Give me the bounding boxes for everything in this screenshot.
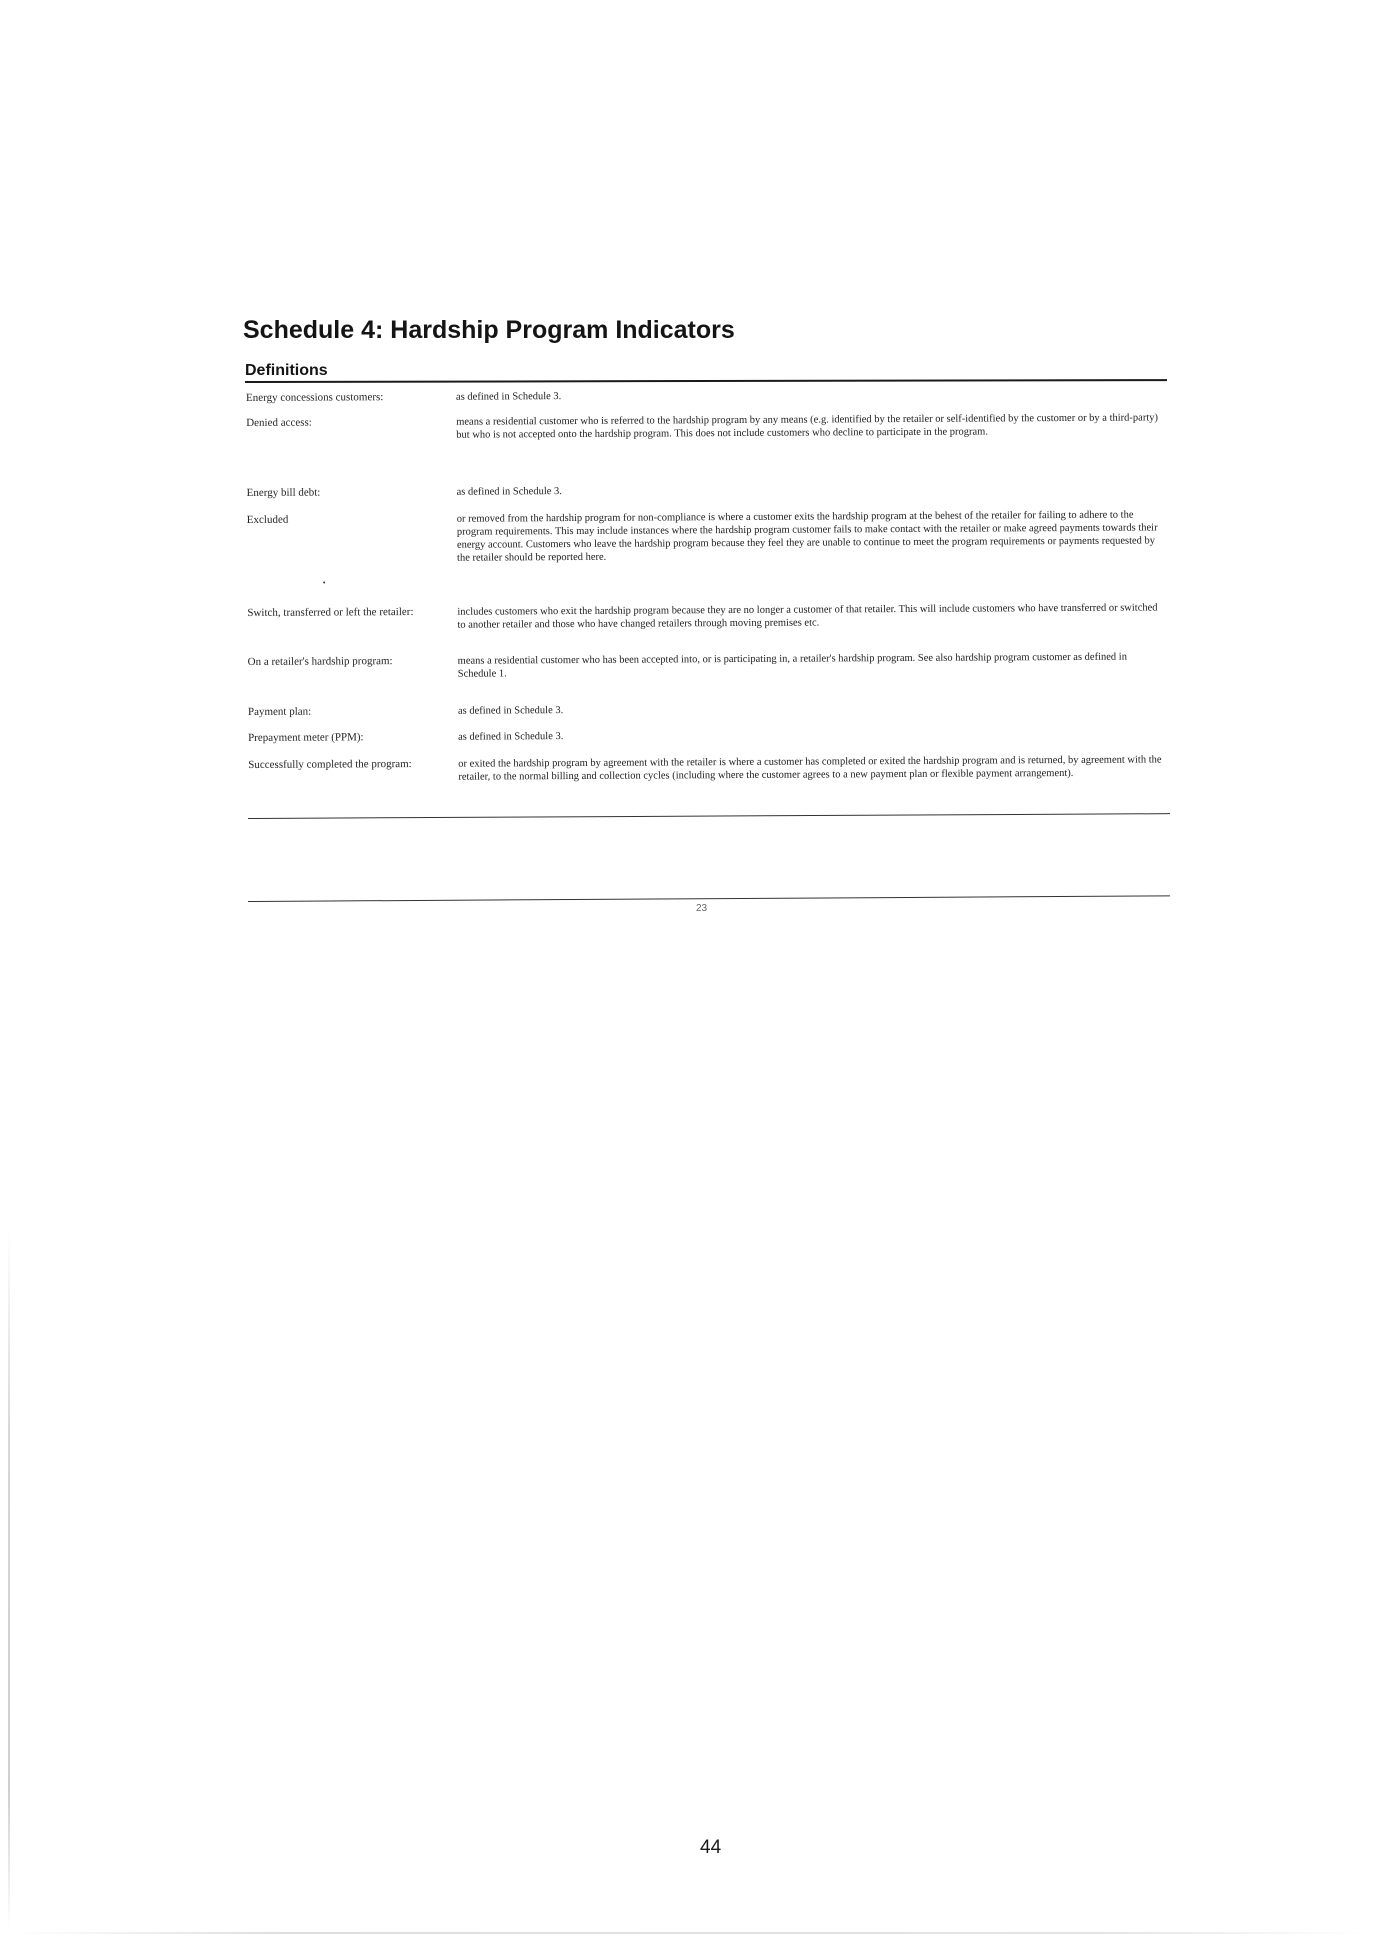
scan-edge-shadow [8, 1230, 10, 1930]
definition-term: On a retailer's hardship program: [247, 655, 393, 668]
definition-text: or exited the hardship program by agreement with the retailer is where a customer has completed or exited the hardship program and is returned, by agreement with the retailer, to the normal billing and collection cycles (including where the customer agrees to a new payment plan or flexible payment arrangement). [458, 754, 1162, 783]
definition-term: Prepayment meter (PPM): [248, 731, 364, 744]
page-title: Schedule 4: Hardship Program Indicators [243, 316, 735, 344]
section-heading: Definitions [245, 362, 328, 379]
definition-text: as defined in Schedule 3. [458, 731, 564, 743]
definition-text: includes customers who exit the hardship program because they are no longer a customer of that retailer. This will include customers who have transferred or switched to another retailer and those who have changed retailers through moving premises etc. [457, 602, 1158, 631]
definition-row [246, 508, 1167, 564]
scan-artifact [323, 582, 325, 584]
scan-edge-shadow [10, 1932, 1370, 1934]
definition-text: means a residential customer who has been accepted into, or is participating in, a retailer's hardship program. See also hardship program customer as defined in Schedule 1. [457, 651, 1127, 680]
definition-text: means a residential customer who is referred to the hardship program by any means (e.g. identified by the retailer or self-identified by the customer or by a third-party) but who is not accepted onto the hardship program. This does not include customers who decline to participate in the program. [456, 412, 1159, 441]
divider [245, 379, 1167, 383]
definition-row [246, 481, 1167, 499]
definition-text: as defined in Schedule 3. [456, 391, 562, 403]
definition-row [247, 650, 1168, 680]
definition-term: Excluded [246, 513, 289, 526]
definition-term: Energy concessions customers: [246, 391, 384, 404]
definition-term: Switch, transferred or left the retailer: [247, 605, 414, 619]
definition-row [247, 601, 1167, 631]
definition-text: as defined in Schedule 3. [456, 486, 562, 498]
definition-term: Denied access: [246, 416, 312, 429]
inner-page-number: 23 [696, 903, 708, 914]
definition-row [246, 386, 1166, 404]
definition-row [248, 726, 1168, 744]
divider [248, 813, 1170, 819]
footer-divider [248, 895, 1170, 902]
definitions-table [246, 386, 1166, 783]
definition-term: Energy bill debt: [246, 486, 321, 499]
definition-term: Successfully completed the program: [248, 757, 412, 771]
definition-row [248, 753, 1168, 783]
definition-text: as defined in Schedule 3. [457, 705, 564, 717]
definition-row [246, 411, 1166, 441]
definition-row [247, 700, 1168, 718]
definition-text: or removed from the hardship program for non-compliance is where a customer exits the hardship program at the behest of the retailer for failing to adhere to the program requirements. This may include instances where the hardship program customer fails to make contact with the retailer or make agreed payments towards their energy account. Customers who leave the hardship program because they feel they are unable to continue to meet the program requirements or payments requested by the retailer should be reported here. [456, 509, 1158, 564]
definition-term: Payment plan: [247, 705, 312, 718]
page-number: 44 [700, 1837, 722, 1858]
